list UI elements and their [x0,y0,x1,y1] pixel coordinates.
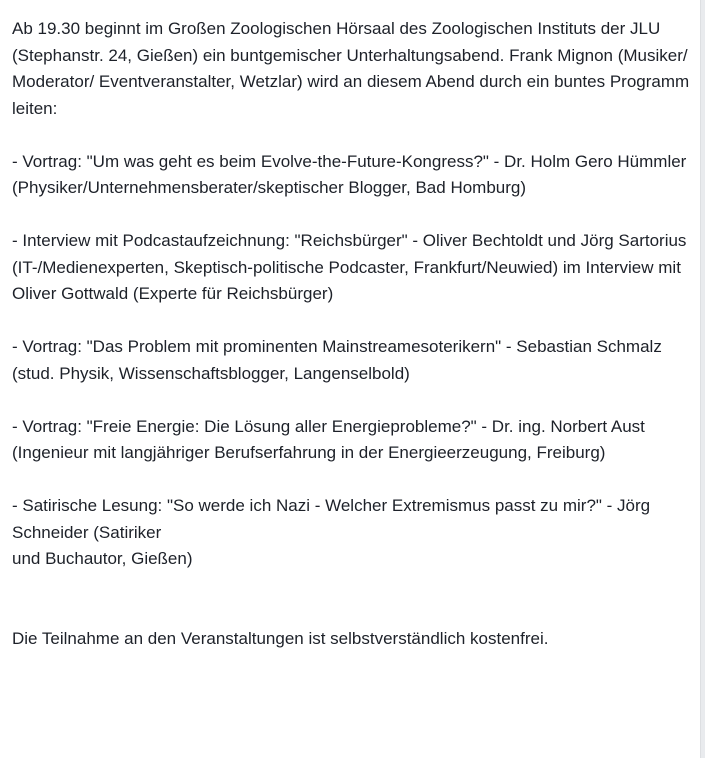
paragraph-spacer [12,202,690,229]
paragraph-spacer [12,308,690,335]
intro-paragraph: Ab 19.30 beginnt im Großen Zoologischen Hörsaal des Zoologischen Instituts der JLU (Stephanstr. 24, Gießen) ein buntgemischer Unterhaltungsabend. Frank Mignon (Musiker/ Moderator/ Eventveranstalter, Wetzlar) wird an diesem Abend durch ein buntes Programm leiten: [12,19,690,118]
program-item-reichsbuerger-interview: - Interview mit Podcastaufzeichnung: "Reichsbürger" - Oliver Bechtoldt und Jörg Sartorius (IT-/Medienexperten, Skeptisch-politische Podcaster, Frankfurt/Neuwied) im Interview mit Oliver Gottwald (Experte für Reichsbürger) [12,231,687,303]
scrollbar-gutter [700,0,705,758]
program-item-free-energy-talk: - Vortrag: "Freie Energie: Die Lösung aller Energieprobleme?" - Dr. ing. Norbert Aust (Ingenieur mit langjähriger Berufserfahrung in der Energieerzeugung, Freiburg) [12,416,645,462]
program-item-satire-reading [12,493,690,573]
paragraph-spacer [12,387,690,414]
outro-paragraph: Die Teilnahme an den Veranstaltungen ist selbstverständlich kostenfrei. [12,628,549,648]
satire-reading-line-1: - Satirische Lesung: "So werde ich Nazi - Welcher Extremismus passt zu mir?" - Jörg Schneider (Satiriker [12,496,651,542]
program-item-esoteric-talk: - Vortrag: "Das Problem mit prominenten Mainstreamesoterikern" - Sebastian Schmalz (stud. Physik, Wissenschaftsblogger, Langenselbold) [12,337,662,383]
satire-reading-line-2: und Buchautor, Gießen) [12,549,193,568]
program-item-evolve-talk: - Vortrag: "Um was geht es beim Evolve-the-Future-Kongress?" - Dr. Holm Gero Hümmler (Physiker/Unternehmensberater/skeptischer Blogger, Bad Homburg) [12,151,687,197]
paragraph-spacer [12,122,690,149]
paragraph-spacer [12,573,690,626]
paragraph-spacer [12,467,690,494]
